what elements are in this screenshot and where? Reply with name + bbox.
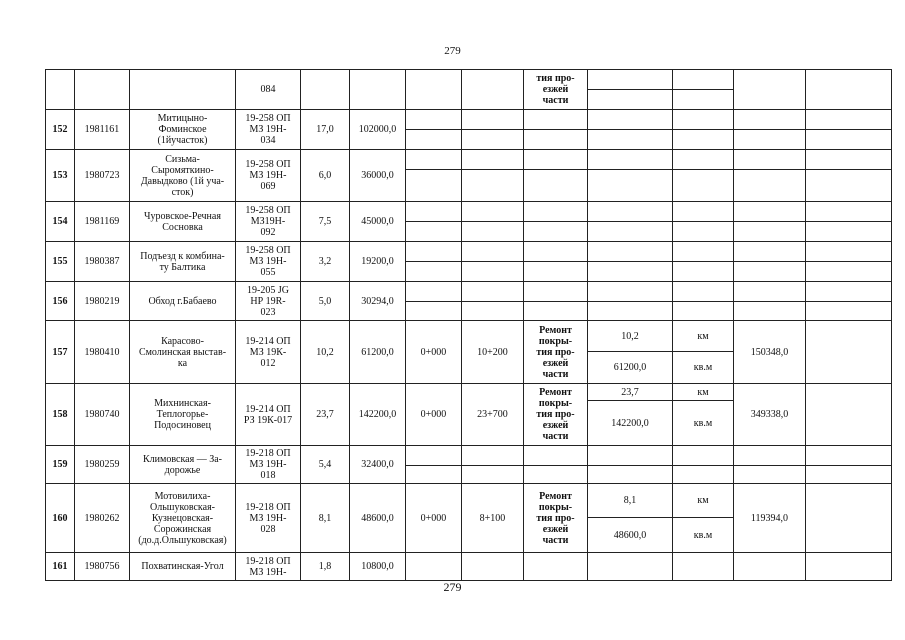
empty-cell <box>588 110 673 130</box>
road-id: 1980410 <box>75 321 130 384</box>
empty-cell <box>806 484 892 553</box>
road-name: Карасово- Смолинская выстав- ка <box>130 321 236 384</box>
road-name: Михнинская- Теплогорье- Подосиновец <box>130 384 236 446</box>
empty-cell <box>806 150 892 170</box>
empty-cell <box>734 70 806 110</box>
empty-cell <box>406 446 462 466</box>
road-length: 6,0 <box>301 150 350 202</box>
empty-cell <box>406 222 462 242</box>
road-id: 1980740 <box>75 384 130 446</box>
empty-cell <box>130 70 236 110</box>
road-code: 084 <box>236 70 301 110</box>
road-code: 19-258 ОП МЗ 19Н- 069 <box>236 150 301 202</box>
empty-cell <box>734 302 806 321</box>
empty-cell <box>588 222 673 242</box>
empty-cell <box>806 466 892 484</box>
empty-cell <box>462 222 524 242</box>
empty-cell <box>406 466 462 484</box>
empty-cell <box>673 202 734 222</box>
empty-cell <box>588 130 673 150</box>
cost: 119394,0 <box>734 484 806 553</box>
empty-cell <box>462 150 524 170</box>
road-id: 1980387 <box>75 242 130 282</box>
empty-cell <box>406 170 462 202</box>
empty-cell <box>673 282 734 302</box>
empty-cell <box>806 446 892 466</box>
empty-cell <box>673 170 734 202</box>
road-code: 19-214 ОП МЗ 19К- 012 <box>236 321 301 384</box>
empty-cell <box>806 70 892 110</box>
empty-cell <box>673 90 734 110</box>
empty-cell <box>588 466 673 484</box>
road-code: 19-218 ОП МЗ 19Н- <box>236 553 301 581</box>
empty-cell <box>462 110 524 130</box>
empty-cell <box>406 202 462 222</box>
empty-cell <box>524 130 588 150</box>
empty-cell <box>588 150 673 170</box>
empty-cell <box>588 70 673 90</box>
road-length: 1,8 <box>301 553 350 581</box>
row-number: 153 <box>46 150 75 202</box>
empty-cell <box>406 130 462 150</box>
road-code: 19-258 ОП МЗ 19Н- 055 <box>236 242 301 282</box>
empty-cell <box>806 242 892 262</box>
empty-cell <box>673 553 734 581</box>
empty-cell <box>301 70 350 110</box>
road-name: Сизьма- Сыромяткино- Давыдково (1й уча- сток) <box>130 150 236 202</box>
road-area: 30294,0 <box>350 282 406 321</box>
road-code: 19-218 ОП МЗ 19Н- 018 <box>236 446 301 484</box>
empty-cell <box>462 70 524 110</box>
work-type: Ремонт покры- тия про- езжей части <box>524 321 588 384</box>
table-row <box>46 70 892 90</box>
table-row <box>46 110 892 130</box>
empty-cell <box>806 202 892 222</box>
empty-cell <box>524 446 588 466</box>
quantity-area: 48600,0 <box>588 518 673 553</box>
empty-cell <box>673 446 734 466</box>
empty-cell <box>673 466 734 484</box>
section-end: 8+100 <box>462 484 524 553</box>
empty-cell <box>673 302 734 321</box>
road-id: 1980259 <box>75 446 130 484</box>
empty-cell <box>806 222 892 242</box>
empty-cell <box>462 170 524 202</box>
empty-cell <box>462 202 524 222</box>
section-end: 10+200 <box>462 321 524 384</box>
quantity-area: 61200,0 <box>588 352 673 384</box>
road-id: 1980219 <box>75 282 130 321</box>
empty-cell <box>806 302 892 321</box>
road-code: 19-205 JG НР 19R- 023 <box>236 282 301 321</box>
empty-cell <box>673 110 734 130</box>
road-length: 23,7 <box>301 384 350 446</box>
table-row <box>46 282 892 302</box>
empty-cell <box>673 262 734 282</box>
table-body <box>46 70 892 581</box>
page-number-top: 279 <box>444 45 461 57</box>
row-number: 155 <box>46 242 75 282</box>
work-type: Ремонт покры- тия про- езжей части <box>524 484 588 553</box>
quantity-km: 8,1 <box>588 484 673 518</box>
empty-cell <box>406 242 462 262</box>
empty-cell <box>734 150 806 170</box>
road-id: 1980756 <box>75 553 130 581</box>
empty-cell <box>462 553 524 581</box>
empty-cell <box>734 282 806 302</box>
empty-cell <box>588 302 673 321</box>
unit-km: км <box>673 321 734 352</box>
empty-cell <box>462 130 524 150</box>
cost: 150348,0 <box>734 321 806 384</box>
empty-cell <box>406 110 462 130</box>
empty-cell <box>734 222 806 242</box>
empty-cell <box>406 262 462 282</box>
empty-cell <box>673 130 734 150</box>
road-name: Похватинская-Угол <box>130 553 236 581</box>
empty-cell <box>462 466 524 484</box>
row-number: 159 <box>46 446 75 484</box>
road-code: 19-258 ОП МЗ19Н- 092 <box>236 202 301 242</box>
empty-cell <box>462 282 524 302</box>
empty-cell <box>462 242 524 262</box>
empty-cell <box>734 553 806 581</box>
empty-cell <box>734 242 806 262</box>
empty-cell <box>734 466 806 484</box>
road-area: 142200,0 <box>350 384 406 446</box>
quantity-km: 23,7 <box>588 384 673 401</box>
empty-cell <box>734 262 806 282</box>
empty-cell <box>524 150 588 170</box>
unit-km: км <box>673 384 734 401</box>
road-length: 5,4 <box>301 446 350 484</box>
work-type: Ремонт покры- тия про- езжей части <box>524 384 588 446</box>
section-start: 0+000 <box>406 321 462 384</box>
empty-cell <box>734 130 806 150</box>
empty-cell <box>806 384 892 446</box>
row-number: 152 <box>46 110 75 150</box>
empty-cell <box>806 262 892 282</box>
page-number-bottom: 279 <box>443 580 462 594</box>
road-id: 1980723 <box>75 150 130 202</box>
empty-cell <box>734 110 806 130</box>
empty-cell <box>406 70 462 110</box>
empty-cell <box>524 202 588 222</box>
empty-cell <box>588 202 673 222</box>
quantity-area: 142200,0 <box>588 401 673 446</box>
section-end: 23+700 <box>462 384 524 446</box>
empty-cell <box>673 222 734 242</box>
empty-cell <box>588 282 673 302</box>
empty-cell <box>524 222 588 242</box>
road-area: 32400,0 <box>350 446 406 484</box>
empty-cell <box>806 321 892 384</box>
table-row <box>46 242 892 262</box>
road-name: Мотовилиха- Ольшуковская- Кузнецовская- Сорожинская (до.д.Ольшуковская) <box>130 484 236 553</box>
row-number: 160 <box>46 484 75 553</box>
road-length: 5,0 <box>301 282 350 321</box>
road-area: 19200,0 <box>350 242 406 282</box>
road-length: 8,1 <box>301 484 350 553</box>
empty-cell <box>462 262 524 282</box>
row-number: 161 <box>46 553 75 581</box>
unit-area: кв.м <box>673 518 734 553</box>
empty-cell <box>588 90 673 110</box>
road-code: 19-214 ОП РЗ 19К-017 <box>236 384 301 446</box>
road-name: Чуровское-Речная Сосновка <box>130 202 236 242</box>
empty-cell <box>524 110 588 130</box>
empty-cell <box>806 282 892 302</box>
empty-cell <box>588 262 673 282</box>
road-name: Обход г.Бабаево <box>130 282 236 321</box>
unit-area: кв.м <box>673 401 734 446</box>
empty-cell <box>806 110 892 130</box>
empty-cell <box>350 70 406 110</box>
empty-cell <box>524 302 588 321</box>
empty-cell <box>75 70 130 110</box>
road-length: 7,5 <box>301 202 350 242</box>
empty-cell <box>524 242 588 262</box>
empty-cell <box>46 70 75 110</box>
empty-cell <box>406 302 462 321</box>
empty-cell <box>734 170 806 202</box>
empty-cell <box>673 242 734 262</box>
empty-cell <box>524 553 588 581</box>
empty-cell <box>588 446 673 466</box>
road-id: 1981169 <box>75 202 130 242</box>
empty-cell <box>734 202 806 222</box>
road-name: Митицыно- Фоминское (1йучасток) <box>130 110 236 150</box>
road-length: 17,0 <box>301 110 350 150</box>
section-start: 0+000 <box>406 384 462 446</box>
roads-table <box>45 69 892 581</box>
road-name: Подъезд к комбина- ту Балтика <box>130 242 236 282</box>
road-length: 3,2 <box>301 242 350 282</box>
unit-area: кв.м <box>673 352 734 384</box>
quantity-km: 10,2 <box>588 321 673 352</box>
road-length: 10,2 <box>301 321 350 384</box>
road-area: 48600,0 <box>350 484 406 553</box>
row-number: 154 <box>46 202 75 242</box>
empty-cell <box>734 446 806 466</box>
road-code: 19-258 ОП МЗ 19Н- 034 <box>236 110 301 150</box>
road-area: 36000,0 <box>350 150 406 202</box>
empty-cell <box>673 150 734 170</box>
road-area: 61200,0 <box>350 321 406 384</box>
table-row <box>46 446 892 466</box>
empty-cell <box>588 553 673 581</box>
table-row <box>46 321 892 352</box>
empty-cell <box>588 242 673 262</box>
road-id: 1980262 <box>75 484 130 553</box>
empty-cell <box>524 466 588 484</box>
empty-cell <box>524 282 588 302</box>
empty-cell <box>406 553 462 581</box>
empty-cell <box>462 302 524 321</box>
unit-km: км <box>673 484 734 518</box>
work-title: тия про- езжей части <box>524 70 588 110</box>
table-row <box>46 384 892 401</box>
empty-cell <box>524 170 588 202</box>
row-number: 156 <box>46 282 75 321</box>
table-row <box>46 484 892 518</box>
road-area: 10800,0 <box>350 553 406 581</box>
road-area: 102000,0 <box>350 110 406 150</box>
road-area: 45000,0 <box>350 202 406 242</box>
cost: 349338,0 <box>734 384 806 446</box>
table-row <box>46 202 892 222</box>
empty-cell <box>524 262 588 282</box>
empty-cell <box>406 282 462 302</box>
table-row <box>46 150 892 170</box>
road-id: 1981161 <box>75 110 130 150</box>
empty-cell <box>588 170 673 202</box>
table-row <box>46 553 892 581</box>
empty-cell <box>806 130 892 150</box>
empty-cell <box>806 170 892 202</box>
empty-cell <box>673 70 734 90</box>
road-name: Климовская — За- дорожье <box>130 446 236 484</box>
empty-cell <box>462 446 524 466</box>
empty-cell <box>406 150 462 170</box>
row-number: 158 <box>46 384 75 446</box>
row-number: 157 <box>46 321 75 384</box>
road-code: 19-218 ОП МЗ 19Н- 028 <box>236 484 301 553</box>
section-start: 0+000 <box>406 484 462 553</box>
empty-cell <box>806 553 892 581</box>
